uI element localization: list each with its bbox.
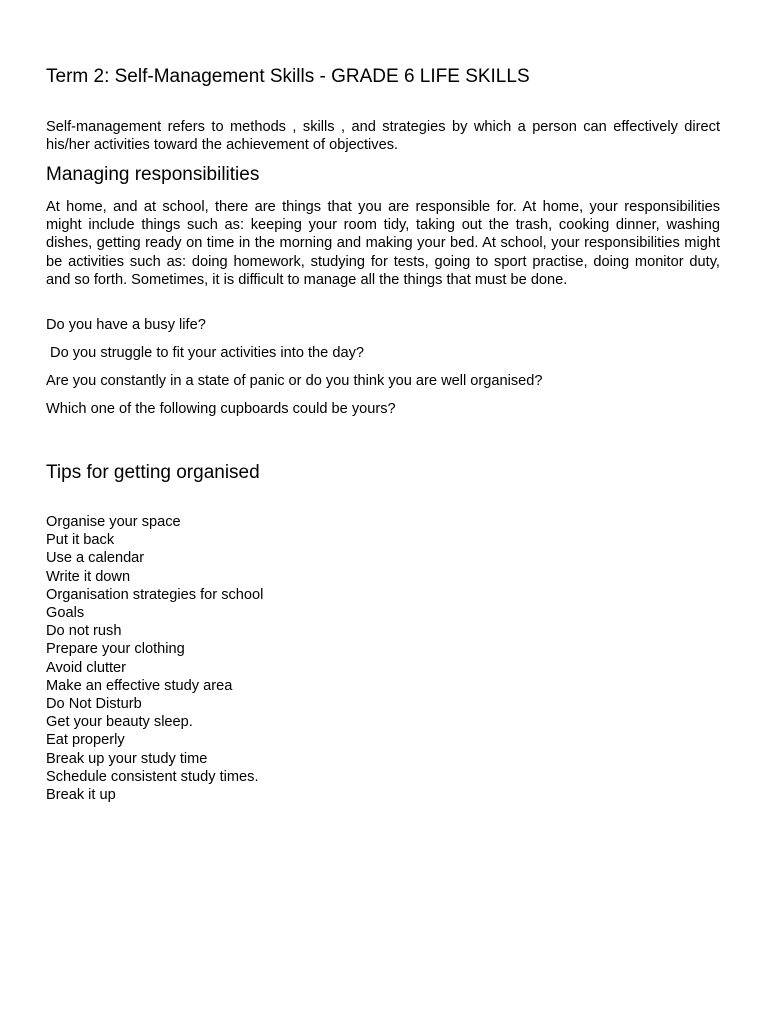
list-item: Break up your study time — [46, 750, 208, 767]
list-item: Schedule consistent study times. — [46, 768, 259, 785]
intro-paragraph: Self-management refers to methods , skills , and strategies by which a person can effectively direct his/her activities toward the achievement of objectives. — [46, 119, 729, 153]
list-item: Goals — [46, 605, 85, 622]
list-item: Prepare your clothing — [46, 641, 185, 658]
list-item: Get your beauty sleep. — [46, 714, 193, 731]
question-cupboards: Which one of the following cupboards could be yours? — [46, 401, 396, 417]
list-item: Organise your space — [46, 514, 181, 530]
question-busy-life: Do you have a busy life? — [46, 317, 206, 333]
list-item: Write it down — [46, 568, 131, 585]
list-item: Organisation strategies for school — [46, 586, 264, 603]
question-fit-activities: Do you struggle to fit your activities into the day? — [46, 345, 364, 361]
list-item: Do Not Disturb — [46, 696, 142, 713]
list-item: Eat properly — [46, 732, 125, 749]
document-title: Term 2: Self-Management Skills - GRADE 6 LIFE SKILLS — [46, 66, 530, 87]
tips-heading: Tips for getting organised — [46, 462, 260, 483]
managing-responsibilities-heading: Managing responsibilities — [46, 164, 260, 185]
list-item: Put it back — [46, 532, 115, 549]
list-item: Use a calendar — [46, 550, 145, 567]
list-item: Do not rush — [46, 623, 122, 640]
managing-responsibilities-paragraph: At home, and at school, there are things that you are responsible for. At home, your responsibilities might include things such as: keeping your room tidy, taking out the trash, cooking dinner, washing dishes, getting ready on time in the morning and making your bed. At school, your responsibilities might be activities such as: doing homework, studying for tests, going to sport practise, doing monitor duty, and so forth. Sometimes, it is difficult to manage all the things that must be done. — [46, 199, 720, 288]
list-item: Make an effective study area — [46, 677, 233, 694]
question-state-of-panic: Are you constantly in a state of panic or do you think you are well organised? — [46, 373, 543, 389]
list-item: Break it up — [46, 787, 116, 804]
list-item: Avoid clutter — [46, 659, 127, 676]
tips-list — [46, 513, 263, 804]
